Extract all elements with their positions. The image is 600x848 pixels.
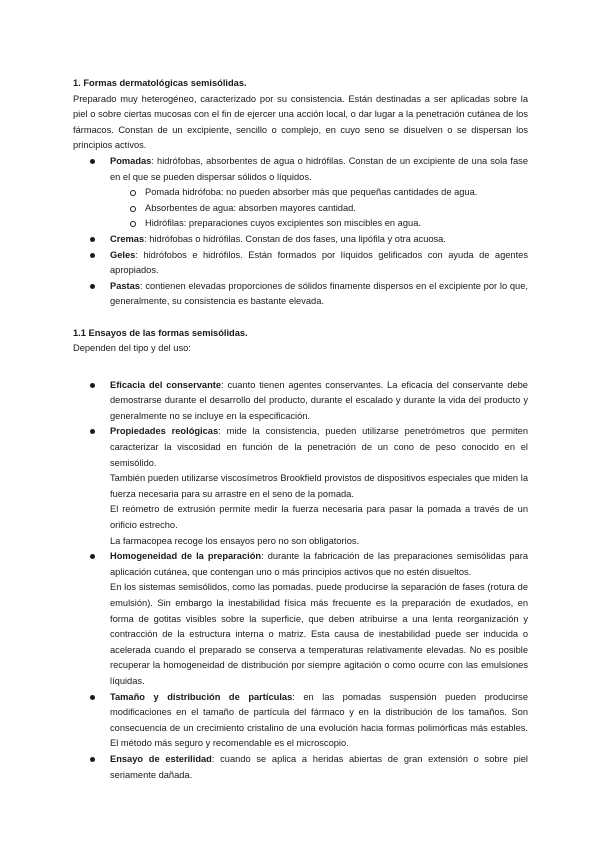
item-term: Pastas [110,280,140,291]
bullet-icon [90,284,95,289]
spacer [73,310,528,326]
list-item-tamano [73,690,528,752]
section-heading: 1.1 Ensayos de las formas semisólidas. [73,327,248,338]
sub-list-item: Hidrófilas: preparaciones cuyos excipientes son miscibles en agua. [110,216,528,232]
list-item-eficacia [73,378,528,425]
item-text: : hidrófobas, absorbentes de agua o hidrófilas. Constan de un excipiente de una sola fase en el que se pueden dispersar sólidos o líquidos. [110,155,528,182]
list-item-geles [73,248,528,279]
item-term: Cremas [110,233,145,244]
sub-list-item: Absorbentes de agua: absorben mayores cantidad. [110,201,528,217]
section-intro: Preparado muy heterogéneo, caracterizado por su consistencia. Están destinadas a ser aplicadas sobre la piel o sobre ciertas mucosas con el fin de ejercer una acción local, o dar lugar a la penetración cutánea de los fármacos. Constan de un excipiente, sencillo o complejo, en cuyo seno se disuelven o se dispersan los principios activos. [73,93,528,151]
item-text: : cuando se aplica a heridas abiertas de gran extensión o sobre piel seriamente dañada. [110,753,528,780]
list-item-reologicas [73,424,528,549]
bullet-list [73,154,528,310]
item-continuation: La farmacopea recoge los ensayos pero no son obligatorios. [110,535,360,546]
item-text: : hidrófobos e hidrófilos. Están formados por líquidos gelificados con ayuda de agentes apropiados. [110,249,528,276]
item-text: : hidrófobas o hidrófilas. Constan de dos fases, una lipófila y otra acuosa. [144,233,446,244]
list-item-pastas [73,279,528,310]
item-term: Ensayo de esterilidad [110,753,212,764]
item-term: Tamaño y distribución de partículas [110,691,293,702]
sub-bullet-list [110,185,528,232]
item-term: Geles [110,249,136,260]
bullet-icon [90,554,95,559]
item-continuation: El reómetro de extrusión permite medir la fuerza necesaria para pasar la pomada a través de un orificio estrecho. [110,504,528,531]
list-item-homogeneidad [73,549,528,689]
spacer [73,357,528,378]
item-text: : en las pomadas suspensión pueden producirse modificaciones en el tamaño de partícula del fármaco y en la distribución de los tamaños. Son consecuencia de un crecimiento cristalino de una evolución hacia formas polimórficas más estables. El método más seguro y recomendable es el microscopio. [110,691,528,749]
bullet-icon [90,429,95,434]
document-content [73,76,528,783]
bullet-icon [90,695,95,700]
list-item-cremas [73,232,528,248]
item-text: : cuanto tienen agentes conservantes. La eficacia del conservante debe demostrarse durante el desarrollo del producto, durante el escalado y durante la vida del producto y generalmente no se incluye en la especificación. [110,379,528,421]
bullet-icon [90,383,95,388]
section-intro: Dependen del tipo y del uso: [73,343,191,354]
bullet-list [73,378,528,783]
item-text: : mide la consistencia, pueden utilizarse penetrómetros que permiten caracterizar la viscosidad en función de la penetración de un cono de peso conocido en el semisólido. [110,426,528,468]
bullet-icon [90,253,95,258]
list-item-pomadas [73,154,528,232]
item-continuation: También pueden utilizarse viscosímetros Brookfield provistos de dispositivos especiales que miden la fuerza necesaria para su arrastre en el seno de la pomada. [110,473,528,499]
item-term: Pomadas [110,155,152,166]
bullet-icon [90,757,95,762]
section-heading: 1. Formas dermatológicas semisólidas. [73,78,247,88]
hollow-bullet-icon [130,190,136,196]
item-text: : contienen elevadas proporciones de sólidos finamente dispersos en el excipiente por lo que, generalmente, su consistencia es bastante elevada. [110,280,528,307]
item-term: Eficacia del conservante [110,379,222,390]
item-text: : durante la fabricación de las preparaciones semisólidas para aplicación cutánea, que contengan uno o más principios activos que no estén disueltos. [110,551,528,577]
hollow-bullet-icon [130,221,136,227]
item-term: Homogeneidad de la preparación [110,551,262,562]
list-item-esterilidad [73,752,528,783]
hollow-bullet-icon [130,206,136,212]
bullet-icon [90,237,95,242]
sub-list-item: Pomada hidrófoba: no pueden absorber más que pequeñas cantidades de agua. [110,185,528,201]
item-continuation: En los sistemas semisólidos, como las pomadas. puede producirse la separación de fases (rotura de emulsión). Sin embargo la inestabilidad física más frecuente es la preparación de exudados, en forma de gotitas visibles sobre la superficie, que deben atribuirse a una lenta reorganización y contracción de la estructura interna o matriz. Esta causa de inestabilidad puede ser inducida o acelerada cuando el preparado se conserva a temperaturas relativamente elevadas. No es posible recuperar la homogeneidad de distribución por siempre agitación o como ocurre con las emulsiones líquidas. [110,582,528,686]
item-term: Propiedades reológicas [110,426,219,437]
bullet-icon [90,159,95,164]
